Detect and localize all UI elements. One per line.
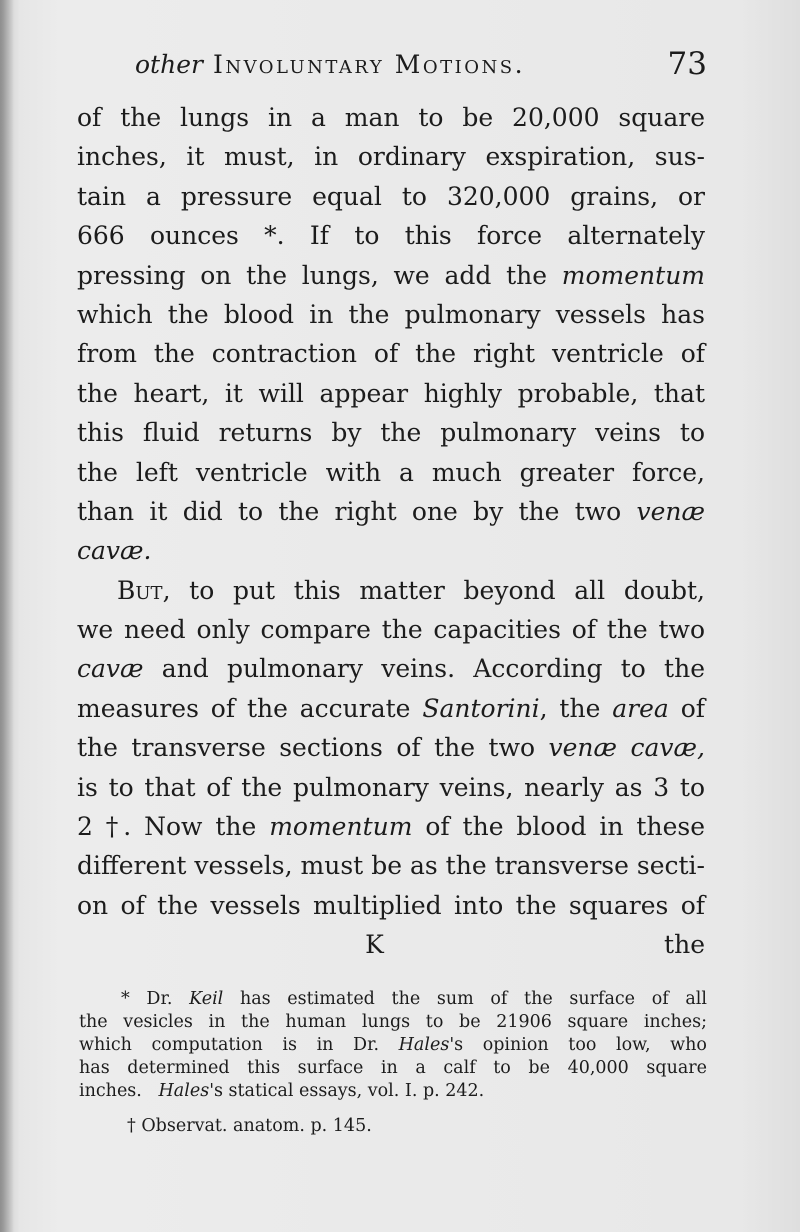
footnote-line [79, 1080, 707, 1103]
footnote-line: has determined this surface in a calf to be 40,000 square [79, 1058, 707, 1078]
text-line [77, 256, 705, 295]
paragraph-start-line [77, 571, 705, 610]
small-caps-word: But [117, 575, 163, 605]
text-line: this fluid returns by the pulmonary veins to [77, 418, 705, 448]
italic-term: venæ cavæ, [548, 733, 705, 763]
text-line: 666 ounces *. If to this force alternately [77, 221, 705, 251]
italic-name: Hales [158, 1081, 210, 1101]
catchword: the [664, 930, 705, 960]
text-span: of [680, 693, 706, 723]
text-line: of the lungs in a man to be 20,000 square [77, 103, 705, 132]
running-head-lead: other [135, 50, 203, 79]
text-line: is to that of the pulmonary veins, nearly as 3 to [77, 772, 705, 802]
text-span: which computation is in Dr. [79, 1035, 380, 1055]
italic-term: cavæ [77, 654, 144, 684]
footnotes [79, 988, 707, 1138]
footnote-line: † Observat. anatom. p. 145. [127, 1116, 372, 1136]
text-span: 's opinion too low, who [449, 1035, 707, 1055]
text-line: inches, it must, in ordinary exspiration, sus- [77, 142, 705, 172]
footnote-line [79, 1034, 707, 1057]
italic-term: momentum [269, 812, 413, 842]
text-span: pressing on the lungs, we add the [77, 260, 548, 290]
text-span: inches. [79, 1081, 142, 1101]
italic-name: Keil [189, 989, 224, 1009]
text-span: has estimated the sum of the surface of all [239, 989, 707, 1009]
text-line: from the contraction of the right ventricle of [77, 339, 705, 369]
spine-shadow [0, 0, 14, 1232]
text-span: of the blood in these [425, 812, 705, 842]
text-line [77, 728, 705, 767]
text-span: and pulmonary veins. According to the [161, 654, 705, 684]
text-span: * Dr. [121, 989, 173, 1009]
page-number: 73 [667, 46, 707, 82]
text-line: the heart, it will appear highly probable, that [77, 378, 705, 408]
italic-term: venæ [636, 496, 705, 526]
text-line [77, 807, 705, 846]
footnote-line [79, 988, 707, 1011]
text-line: the left ventricle with a much greater force, [77, 457, 705, 487]
italic-term: area [612, 693, 669, 723]
italic-name: Santorini [422, 693, 540, 723]
signature-catchword-line [77, 925, 705, 964]
signature-mark: K [365, 930, 384, 960]
running-head-title: Involuntary Motions. [212, 50, 526, 79]
text-line: which the blood in the pulmonary vessels has [77, 299, 705, 329]
italic-name: Hales [398, 1035, 450, 1055]
text-line [77, 649, 705, 688]
italic-term: momentum [561, 260, 706, 290]
text-line [77, 689, 705, 728]
body-text [77, 98, 705, 965]
text-line: we need only compare the capacities of the two [77, 615, 705, 645]
footnote-line: the vesicles in the human lungs to be 21906 square inches; [79, 1012, 707, 1032]
text-span: the transverse sections of the two [77, 733, 536, 763]
text-line: on of the vessels multiplied into the squares of [77, 890, 705, 920]
text-line [77, 492, 705, 531]
running-head [135, 50, 525, 79]
italic-term: cavæ. [77, 536, 152, 566]
text-line: tain a pressure equal to 320,000 grains, or [77, 181, 705, 211]
text-line [77, 531, 705, 570]
text-span: measures of the accurate [77, 693, 411, 723]
text-span: 's statical essays, vol. I. p. 242. [209, 1081, 485, 1101]
page-header [135, 44, 715, 92]
text-span: , the [539, 693, 601, 723]
text-span: , to put this matter beyond all doubt, [162, 575, 705, 605]
text-span: 2 †. Now the [77, 812, 257, 842]
text-line: different vessels, must be as the transverse secti- [77, 851, 705, 881]
text-span: than it did to the right one by the two [77, 496, 622, 526]
